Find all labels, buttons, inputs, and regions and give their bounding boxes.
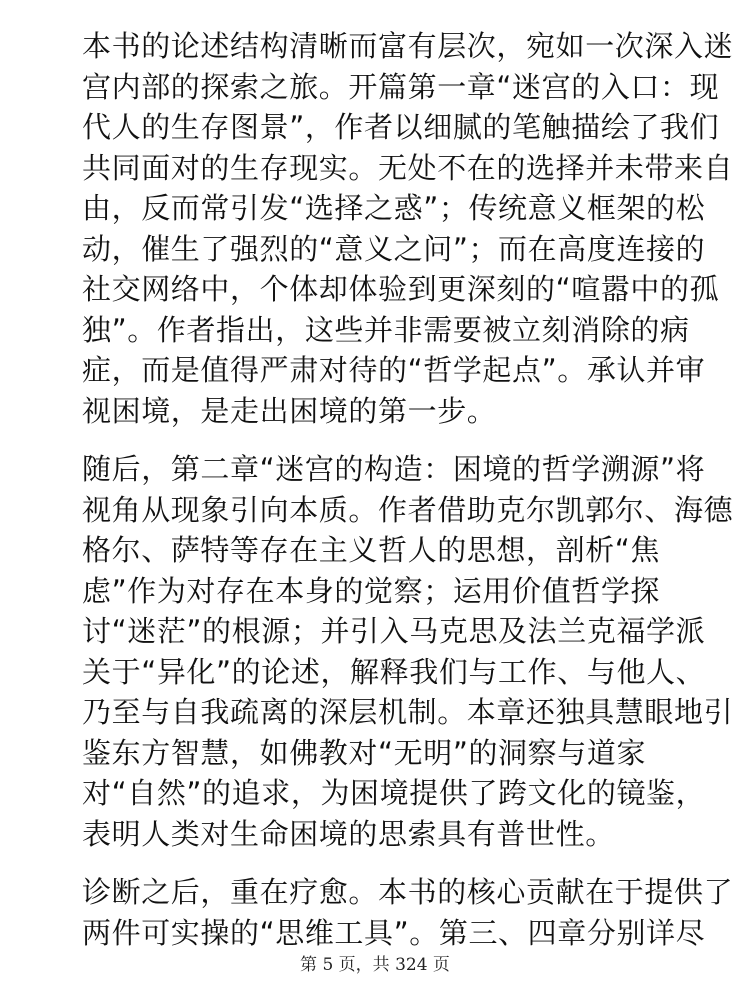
text-line: 乃至与自我疏离的深层机制。本章还独具慧眼地引 xyxy=(82,695,734,729)
text-line: 讨“迷茫”的根源；并引入马克思及法兰克福学派 xyxy=(82,614,706,648)
text-line: 代人的生存图景”，作者以细腻的笔触描绘了我们 xyxy=(82,110,720,144)
text-line: 视角从现象引向本质。作者借助克尔凯郭尔、海德 xyxy=(82,492,734,527)
text-line: 关于“异化”的论述，解释我们与工作、与他人、 xyxy=(82,654,706,689)
text-line: 独”。作者指出，这些并非需要被立刻消除的病 xyxy=(82,312,690,347)
text-line: 虑”作为对存在本身的觉察；运用价值哲学探 xyxy=(82,573,661,608)
text-line: 两件可实操的“思维工具”。第三、四章分别详尽 xyxy=(82,915,706,950)
text-line: 由，反而常引发“选择之惑”；传统意义框架的松 xyxy=(82,191,706,225)
text-line: 共同面对的生存现实。无处不在的选择并未带来自 xyxy=(82,150,734,185)
text-line: 本书的论述结构清晰而富有层次，宛如一次深入迷 xyxy=(82,29,734,63)
paragraph-3 xyxy=(82,872,734,953)
text-line: 社交网络中，个体却体验到更深刻的“喧嚣中的孤 xyxy=(82,272,720,306)
text-line: 宫内部的探索之旅。开篇第一章“迷宫的入口：现 xyxy=(82,69,720,104)
text-line: 视困境，是走出困境的第一步。 xyxy=(82,393,497,428)
text-line: 鉴东方智慧，如佛教对“无明”的洞察与道家 xyxy=(82,735,647,770)
paragraph-2 xyxy=(82,449,734,854)
text-line: 格尔、萨特等存在主义哲人的思想，剖析“焦 xyxy=(82,533,661,567)
paragraph-1 xyxy=(82,26,734,431)
page-number-footer: 第 5 页，共 324 页 xyxy=(300,955,450,975)
text-line: 表明人类对生命困境的思索具有普世性。 xyxy=(82,816,615,851)
text-line: 随后，第二章“迷宫的构造：困境的哲学溯源”将 xyxy=(82,452,706,486)
text-line: 对“自然”的追求，为困境提供了跨文化的镜鉴， xyxy=(82,776,706,810)
text-line: 症，而是值得严肃对待的“哲学起点”。承认并审 xyxy=(82,353,706,387)
text-line: 动，催生了强烈的“意义之问”；而在高度连接的 xyxy=(82,231,706,266)
text-line: 诊断之后，重在疗愈。本书的核心贡献在于提供了 xyxy=(82,875,734,909)
